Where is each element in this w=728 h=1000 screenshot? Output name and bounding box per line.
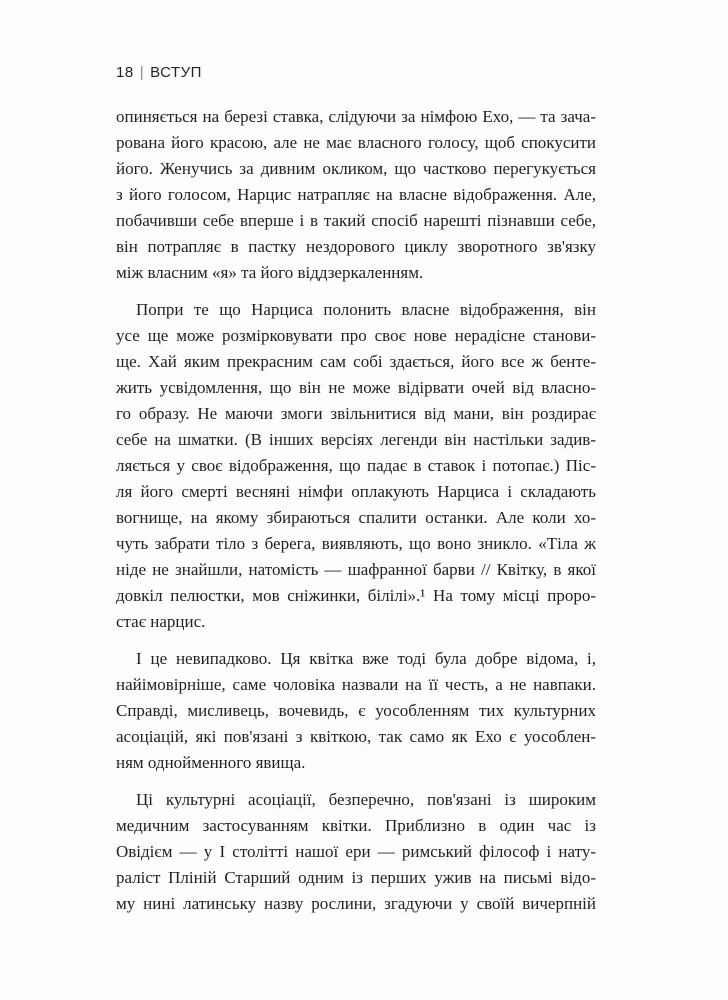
text-line: Овідієм — у І столітті нашої ери — римський філософ і нату- [116, 842, 596, 861]
text-line: ляється у своє відображення, що падає в ставок і потопає.) Піс- [116, 456, 596, 475]
paragraph [116, 787, 596, 917]
text-line: побачивши себе вперше і в такий спосіб нарешті пізнавши себе, [116, 211, 596, 230]
text-line: його. Женучись за дивним окликом, що частково перегукується [116, 159, 596, 178]
text-line: чуть забрати тіло з берега, виявляють, що воно зникло. «Тіла ж [116, 534, 596, 553]
text-line: жить усвідомлення, що він не може відірвати очей від власно- [116, 378, 596, 397]
text-line: ніде не знайшли, натомість — шафранної барви // Квітку, в якої [116, 560, 596, 579]
text-line: Справді, мисливець, вочевидь, є уособленням тих культурних [116, 701, 596, 720]
text-line: найімовірніше, саме чоловіка назвали на її честь, а не навпаки. [116, 675, 596, 694]
paragraph [116, 646, 596, 776]
text-line: Попри те що Нарциса полонить власне відображення, він [136, 300, 596, 319]
text-line: він потрапляє в пастку нездорового циклу зворотного зв'язку [116, 237, 596, 256]
paragraph [116, 297, 596, 635]
text-line: ля його смерті весняні німфи оплакують Нарциса і складають [116, 482, 596, 501]
text-line: І це невипадково. Ця квітка вже тоді була добре відома, і, [136, 649, 596, 668]
paragraph [116, 104, 596, 286]
text-line: ням однойменного явища. [116, 753, 306, 772]
text-line: медичним застосуванням квітки. Приблизно в один час із [116, 816, 596, 835]
text-line: Ці культурні асоціації, безперечно, пов'язані із широким [136, 790, 596, 809]
text-line: вогнище, на якому збираються спалити останки. Але коли хо- [116, 508, 596, 527]
header-separator: | [139, 64, 145, 81]
text-line: раліст Пліній Старший одним із перших ужив на письмі відо- [116, 868, 596, 887]
text-line: му нині латинську назву рослини, згадуючи у своїй вичерпній [116, 894, 596, 913]
text-line: ще. Хай яким прекрасним сам собі здається, його все ж бенте- [116, 352, 596, 371]
text-line: асоціацій, які пов'язані з квіткою, так само як Ехо є уособлен- [116, 727, 596, 746]
text-line: опиняється на березі ставка, слідуючи за німфою Ехо, — та зача- [116, 107, 596, 126]
text-line: з його голосом, Нарцис натрапляє на власне відображення. Але, [116, 185, 596, 204]
running-header [116, 64, 202, 81]
text-line: усе ще може розмірковувати про своє нове нерадісне станови- [116, 326, 596, 345]
text-line: себе на шматки. (В інших версіях легенди він настільки задив- [116, 430, 596, 449]
page-number: 18 [116, 64, 134, 81]
text-line: стає нарцис. [116, 612, 206, 631]
section-title: ВСТУП [150, 64, 202, 81]
text-line: рована його красою, але не має власного голосу, щоб спокусити [116, 133, 596, 152]
text-line: довкіл пелюстки, мов сніжинки, білілі».¹ На тому місці проро- [116, 586, 596, 605]
text-line: го образу. Не маючи змоги звільнитися від мани, він роздирає [116, 404, 596, 423]
text-line: між власним «я» та його віддзеркаленням. [116, 263, 424, 282]
body-text [116, 104, 596, 917]
